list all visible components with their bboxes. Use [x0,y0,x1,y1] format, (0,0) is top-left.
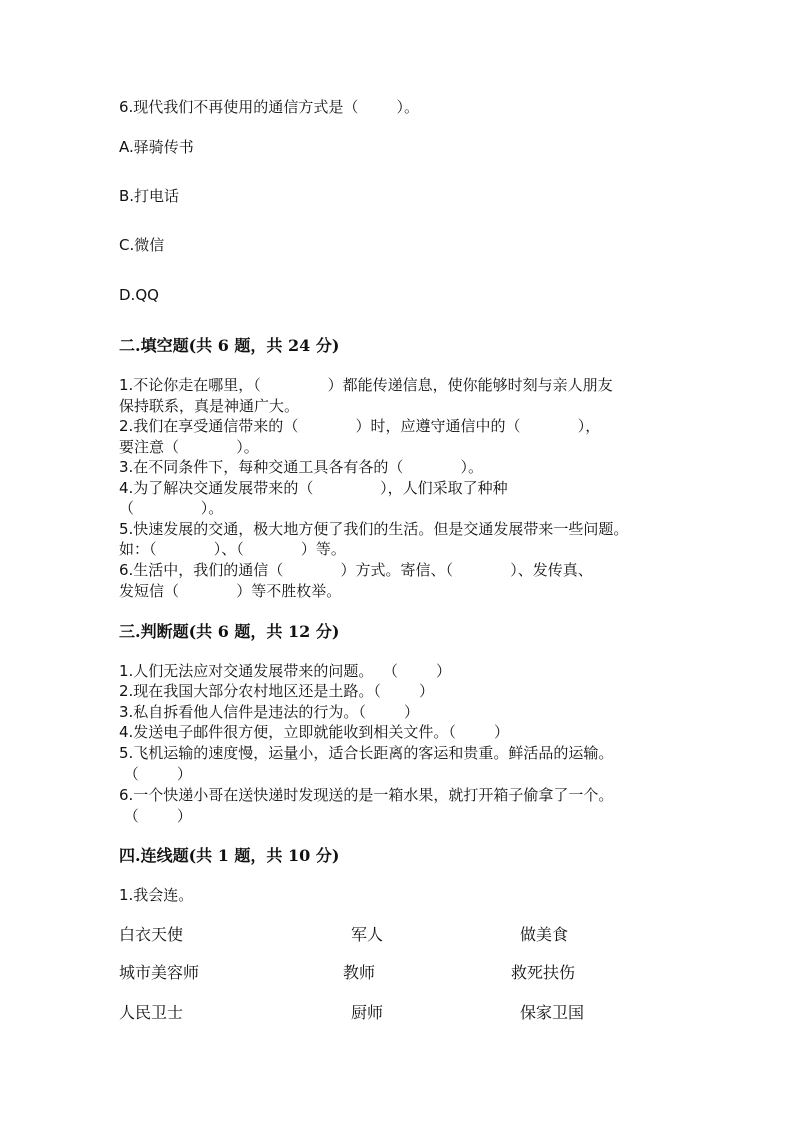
match-item-middle: 厨师 [351,1003,384,1022]
fill-line: 1.不论你走在哪里，（ ）都能传递信息，使你能够时刻与亲人朋友 [119,376,613,394]
section-title-judge: 三.判断题(共 6 题，共 12 分) [119,622,340,641]
match-item-right: 救死扶伤 [511,963,576,982]
option-a: A.驿骑传书 [119,138,194,156]
match-item-left: 城市美容师 [119,963,200,982]
fill-line: （ ）。 [119,499,224,517]
judge-line: 3.私自拆看他人信件是违法的行为。（ ） [119,703,419,721]
judge-line: 5.飞机运输的速度慢，运量小，适合长距离的客运和贵重。鲜活品的运输。 [119,744,614,762]
match-item-middle: 军人 [351,925,384,944]
match-stem: 1.我会连。 [119,886,194,904]
judge-line: 2.现在我国大部分农村地区还是土路。（ ） [119,682,434,700]
option-b: B.打电话 [119,187,180,205]
fill-line: 5.快速发展的交通，极大地方便了我们的生活。但是交通发展带来一些问题。 [119,520,629,538]
section-title-match: 四.连线题(共 1 题，共 10 分) [119,846,340,865]
match-item-right: 保家卫国 [520,1003,585,1022]
judge-line: 1.人们无法应对交通发展带来的问题。 （ ） [119,662,451,680]
fill-line: 2.我们在享受通信带来的（ ）时，应遵守通信中的（ ）， [119,417,601,435]
section-title-fill: 二.填空题(共 6 题，共 24 分) [119,336,340,355]
fill-line: 要注意（ ）。 [119,438,259,456]
option-d: D.QQ [119,286,159,304]
fill-line: 6.生活中，我们的通信（ ）方式。寄信、（ ）、发传真、 [119,561,593,579]
match-item-left: 白衣天使 [119,925,184,944]
match-item-right: 做美食 [520,925,569,944]
match-item-left: 人民卫士 [119,1003,184,1022]
option-c: C.微信 [119,236,165,254]
fill-line: 4.为了解决交通发展带来的（ ），人们采取了种种 [119,479,508,497]
match-item-middle: 教师 [343,963,376,982]
fill-line: 3.在不同条件下，每种交通工具各有各的（ ）。 [119,458,484,476]
judge-line: （ ） [119,807,192,825]
fill-line: 发短信（ ）等不胜枚举。 [119,582,342,600]
judge-line: 6.一个快递小哥在送快递时发现送的是一箱水果，就打开箱子偷拿了一个。 [119,786,614,804]
question-6-stem: 6.现代我们不再使用的通信方式是（ ）。 [119,98,419,116]
fill-line: 保持联系，真是神通广大。 [119,397,300,415]
judge-line: （ ） [119,765,192,783]
fill-line: 如：（ ）、（ ）等。 [119,540,346,558]
judge-line: 4.发送电子邮件很方便，立即就能收到相关文件。（ ） [119,723,509,741]
